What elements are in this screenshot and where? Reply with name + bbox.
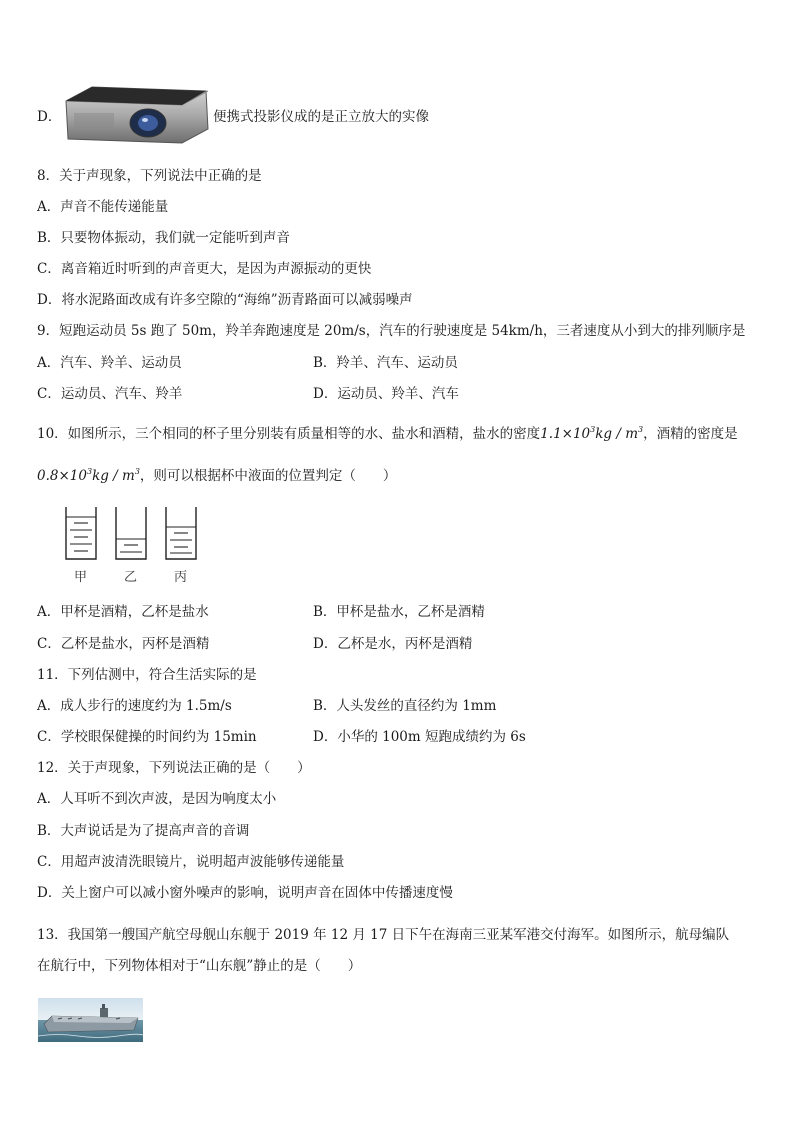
alcohol-density-exponent: 3 (86, 467, 93, 476)
cup-label-yi: 乙 (124, 570, 138, 585)
q7-option-d-label: D． (37, 109, 62, 125)
salt-density-unit-exponent: 3 (638, 425, 644, 434)
three-cups-diagram (58, 503, 208, 589)
q10-stem-part1: 10．如图所示，三个相同的杯子里分别装有质量相等的水、盐水和酒精，盐水的密度 (37, 426, 541, 442)
q8-option-a: A．声音不能传递能量 (37, 199, 169, 215)
q7-option-d-text: 便携式投影仪成的是正立放大的实像 (213, 109, 429, 125)
salt-density-exponent: 3 (590, 425, 596, 434)
q9-option-a: A．汽车、羚羊、运动员 (37, 355, 182, 371)
q8-stem: 8．关于声现象，下列说法中正确的是 (37, 168, 262, 184)
cup-label-bing: 丙 (174, 570, 188, 585)
alcohol-density-unit: kg / m (92, 468, 135, 484)
q9-option-d: D．运动员、羚羊、汽车 (313, 386, 459, 402)
q10-option-c: C．乙杯是盐水，丙杯是酒精 (37, 636, 210, 652)
cup-label-jia: 甲 (74, 570, 88, 585)
salt-density-unit: kg / m (595, 426, 639, 442)
projector-image (62, 83, 210, 145)
q13-stem-line2: 在航行中，下列物体相对于“山东舰”静止的是（ ） (37, 958, 362, 974)
q10-option-b: B．甲杯是盐水，乙杯是酒精 (313, 604, 485, 620)
q8-option-c: C．离音箱近时听到的声音更大，是因为声源振动的更快 (37, 261, 372, 277)
q11-option-d: D．小华的 100m 短跑成绩约为 6s (313, 729, 526, 745)
q12-option-c: C．用超声波清洗眼镜片，说明超声波能够传递能量 (37, 854, 345, 870)
q9-stem: 9．短跑运动员 5s 跑了 50m，羚羊奔跑速度是 20m/s，汽车的行驶速度是 54km/h，三者速度从小到大的排列顺序是 (37, 323, 746, 339)
q11-stem: 11．下列估测中，符合生活实际的是 (37, 667, 257, 683)
q10-option-a: A．甲杯是酒精，乙杯是盐水 (37, 604, 209, 620)
q11-option-b: B．人头发丝的直径约为 1mm (313, 698, 497, 714)
q13-stem-line1: 13．我国第一艘国产航空母舰山东舰于 2019 年 12 月 17 日下午在海南三亚某军港交付海军。如图所示，航母编队 (37, 927, 730, 943)
salt-density-value: 1.1×10 (540, 426, 591, 442)
alcohol-density-unit-exponent: 3 (134, 467, 140, 476)
q8-option-d: D．将水泥路面改成有许多空隙的“海绵”沥青路面可以减弱噪声 (37, 292, 413, 308)
q9-option-b: B．羚羊、汽车、运动员 (313, 355, 458, 371)
q10-stem-line2 (37, 463, 396, 485)
q10-stem-part3: ，则可以根据杯中液面的位置判定（ ） (139, 468, 397, 484)
q12-option-a: A．人耳听不到次声波，是因为响度太小 (37, 791, 277, 807)
q12-option-b: B．大声说话是为了提高声音的音调 (37, 823, 250, 839)
q10-stem-part2: ，酒精的密度是 (643, 426, 738, 442)
alcohol-density-value: 0.8×10 (37, 468, 87, 484)
q8-option-b: B．只要物体振动，我们就一定能听到声音 (37, 230, 290, 246)
q12-option-d: D．关上窗户可以减小窗外噪声的影响，说明声音在固体中传播速度慢 (37, 885, 453, 901)
q12-stem: 12．关于声现象，下列说法正确的是（ ） (37, 760, 311, 776)
aircraft-carrier-image (38, 998, 143, 1042)
q11-option-a: A．成人步行的速度约为 1.5m/s (37, 698, 232, 714)
q10-option-d: D．乙杯是水，丙杯是酒精 (313, 636, 473, 652)
q10-stem-line1 (37, 421, 738, 443)
q9-option-c: C．运动员、汽车、羚羊 (37, 386, 183, 402)
q11-option-c: C．学校眼保健操的时间约为 15min (37, 729, 257, 745)
